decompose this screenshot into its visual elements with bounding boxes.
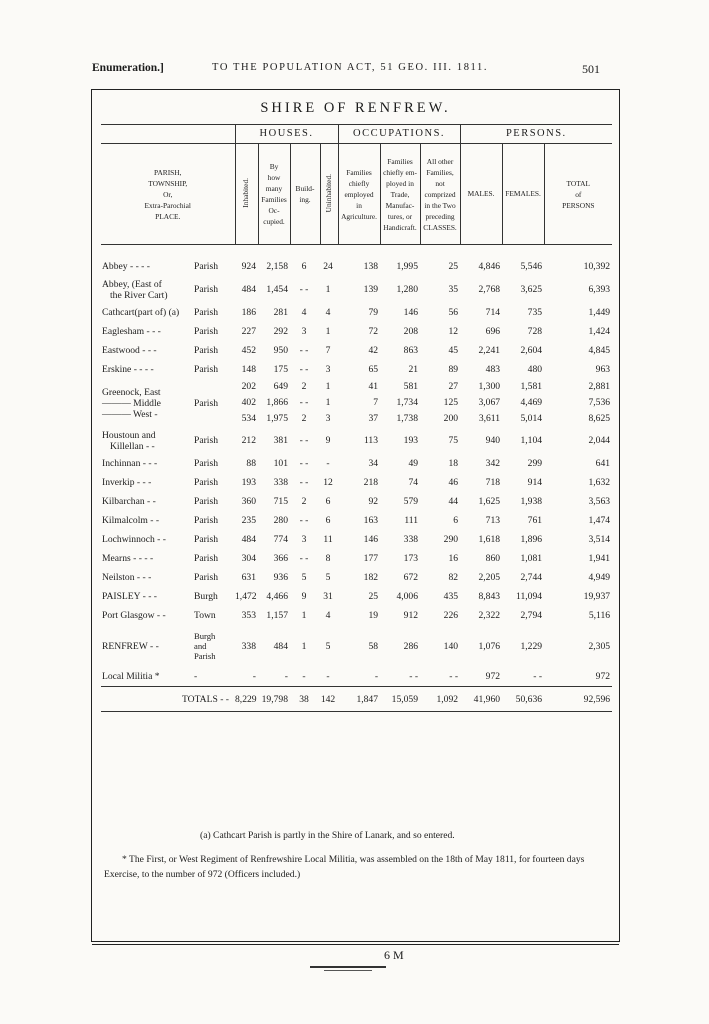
other-cell: 18 bbox=[448, 458, 459, 469]
place-name: Cathcart(part of) (a) bbox=[102, 307, 180, 318]
uninhabited-cell: 4 bbox=[325, 307, 331, 318]
males-cell: 1,300 3,067 3,611 bbox=[478, 381, 501, 424]
uninhabited-cell: 6 bbox=[325, 515, 331, 526]
inhabited-cell: 631 bbox=[241, 572, 256, 583]
trade-cell: 193 bbox=[403, 435, 419, 446]
trade-cell: 173 bbox=[403, 553, 419, 564]
total-cell: 972 bbox=[595, 671, 611, 682]
inhabited-cell: 353 bbox=[241, 610, 256, 621]
footnote-cathcart: (a) Cathcart Parish is partly in the Shire of Lanark, and so entered. bbox=[200, 830, 455, 841]
agriculture-cell: 182 bbox=[363, 572, 379, 583]
families-cell: 338 bbox=[273, 477, 288, 488]
agriculture-cell: 79 bbox=[368, 307, 379, 318]
other-cell: 12 bbox=[448, 326, 459, 337]
uninhabited-cell: 31 bbox=[323, 591, 333, 602]
census-table bbox=[101, 124, 612, 712]
place-type: Parish bbox=[194, 345, 218, 356]
inhabited-cell: 338 bbox=[241, 640, 256, 652]
males-cell: 483 bbox=[485, 364, 501, 375]
agriculture-cell: 92 bbox=[368, 496, 379, 507]
uninhabited-cell: 24 bbox=[323, 261, 333, 272]
building-cell: - - bbox=[299, 458, 309, 469]
females-cell: 735 bbox=[527, 307, 543, 318]
other-cell: 44 bbox=[448, 496, 459, 507]
place-header-text: PARISH, TOWNSHIP, Or, Extra-Parochial PLACE. bbox=[144, 167, 191, 221]
inhabited-cell: 235 bbox=[241, 515, 256, 526]
agriculture-cell: 146 bbox=[363, 534, 379, 545]
building-cell: 3 bbox=[301, 326, 307, 337]
inhabited-cell: 484 bbox=[241, 534, 256, 545]
building-cell: 1 bbox=[301, 610, 307, 621]
total-cell: 1,941 bbox=[588, 553, 611, 564]
agriculture-cell: 139 bbox=[363, 284, 379, 295]
trade-cell: 581 1,734 1,738 bbox=[396, 381, 419, 424]
females-header: FEMALES. bbox=[502, 144, 544, 245]
end-rule bbox=[310, 966, 386, 968]
other-header: All other Families, not comprized in the Two preceding CLASSES. bbox=[420, 144, 460, 245]
males-cell: 2,322 bbox=[478, 610, 501, 621]
males-cell: 972 bbox=[485, 671, 501, 682]
page-number: 501 bbox=[582, 62, 600, 76]
males-cell: 1,625 bbox=[478, 496, 501, 507]
inhabited-cell: 1,472 bbox=[235, 591, 257, 602]
uninhabited-header: Uninhabited. bbox=[320, 144, 338, 245]
section-label: Enumeration.] bbox=[92, 62, 164, 74]
trade-cell: 1,280 bbox=[396, 284, 419, 295]
males-cell: 718 bbox=[485, 477, 501, 488]
table-frame bbox=[91, 89, 620, 942]
total-building: 38 bbox=[290, 687, 320, 712]
total-cell: 2,881 7,536 8,625 bbox=[588, 381, 611, 424]
total-males: 41,960 bbox=[460, 687, 502, 712]
agriculture-cell: 34 bbox=[368, 458, 379, 469]
building-cell: 3 bbox=[301, 534, 307, 545]
males-cell: 2,205 bbox=[478, 572, 501, 583]
trade-cell: 912 bbox=[403, 610, 419, 621]
females-cell: 5,546 bbox=[520, 261, 543, 272]
building-cell: - - bbox=[299, 477, 309, 488]
group-header-row bbox=[101, 125, 612, 144]
table-row bbox=[101, 322, 612, 341]
total-cell: 2,305 bbox=[588, 640, 611, 652]
total-cell: 4,949 bbox=[588, 572, 611, 583]
totals-label: TOTALS - - bbox=[101, 687, 235, 712]
females-cell: 11,094 bbox=[516, 591, 543, 602]
uninhabited-cell: 1 1 3 bbox=[325, 381, 331, 424]
table-body bbox=[101, 245, 612, 712]
uninhabited-cell: 6 bbox=[325, 496, 331, 507]
running-header bbox=[0, 62, 709, 78]
total-cell: 2,044 bbox=[588, 435, 611, 446]
total-families: 19,798 bbox=[258, 687, 290, 712]
building-cell: 4 bbox=[301, 307, 307, 318]
males-cell: 8,843 bbox=[478, 591, 501, 602]
total-cell: 963 bbox=[595, 364, 611, 375]
other-cell: 290 bbox=[443, 534, 459, 545]
trade-cell: 579 bbox=[403, 496, 419, 507]
agriculture-cell: - bbox=[374, 671, 379, 682]
females-cell: 1,896 bbox=[520, 534, 543, 545]
males-cell: 1,618 bbox=[478, 534, 501, 545]
inhabited-cell: 484 bbox=[241, 284, 256, 295]
building-cell: 1 bbox=[301, 640, 307, 652]
other-cell: 226 bbox=[443, 610, 459, 621]
families-header: By how many Families Oc- cupied. bbox=[258, 144, 290, 245]
trade-cell: 338 bbox=[403, 534, 419, 545]
uninhabited-cell: - bbox=[326, 671, 330, 682]
families-cell: 715 bbox=[273, 496, 288, 507]
occupations-group: OCCUPATIONS. bbox=[338, 125, 460, 144]
uninhabited-cell: 8 bbox=[325, 553, 331, 564]
trade-cell: 111 bbox=[404, 515, 419, 526]
males-cell: 714 bbox=[485, 307, 501, 318]
place-type: Parish bbox=[194, 458, 218, 469]
table-row bbox=[101, 606, 612, 625]
other-cell: 45 bbox=[448, 345, 459, 356]
place-type: - bbox=[194, 671, 198, 682]
place-name: Abbey - - - - bbox=[102, 261, 150, 272]
families-cell: - bbox=[284, 671, 288, 682]
table-row bbox=[101, 667, 612, 687]
females-cell: - - bbox=[533, 671, 543, 682]
other-cell: 35 bbox=[448, 284, 459, 295]
agriculture-cell: 41 7 37 bbox=[368, 381, 379, 424]
signature-mark: 6 M bbox=[384, 948, 404, 962]
inhabited-cell: 186 bbox=[241, 307, 256, 318]
place-type: Parish bbox=[194, 261, 218, 272]
other-cell: 82 bbox=[448, 572, 459, 583]
males-cell: 2,768 bbox=[478, 284, 501, 295]
place-type: Parish bbox=[194, 326, 218, 337]
other-cell: 27 125 200 bbox=[443, 381, 459, 424]
inhabited-header: Inhabited. bbox=[235, 144, 258, 245]
other-cell: 89 bbox=[448, 364, 459, 375]
agriculture-cell: 42 bbox=[368, 345, 379, 356]
uninhabited-cell: 1 bbox=[325, 284, 331, 295]
females-cell: 761 bbox=[527, 515, 543, 526]
table-row bbox=[101, 625, 612, 667]
place-name: Port Glasgow - - bbox=[102, 610, 166, 621]
place-name: Erskine - - - - bbox=[102, 364, 154, 375]
males-cell: 4,846 bbox=[478, 261, 501, 272]
females-cell: 3,625 bbox=[520, 284, 543, 295]
building-cell: 2 - - 2 bbox=[299, 381, 309, 424]
total-header: TOTAL of PERSONS bbox=[544, 144, 612, 245]
families-cell: 1,157 bbox=[266, 610, 288, 621]
place-type: Parish bbox=[194, 572, 218, 583]
inhabited-cell: 148 bbox=[241, 364, 256, 375]
building-cell: - - bbox=[299, 345, 309, 356]
building-cell: - - bbox=[299, 515, 309, 526]
inhabited-cell: 452 bbox=[241, 345, 256, 356]
trade-cell: 21 bbox=[408, 364, 419, 375]
end-rule-short bbox=[324, 970, 372, 971]
families-cell: 281 bbox=[273, 307, 288, 318]
total-total: 92,596 bbox=[544, 687, 612, 712]
other-cell: 46 bbox=[448, 477, 459, 488]
frame-double-rule bbox=[92, 944, 619, 945]
agriculture-cell: 58 bbox=[368, 640, 379, 652]
uninhabited-cell: 9 bbox=[325, 435, 331, 446]
place-name: Eastwood - - - bbox=[102, 345, 157, 356]
uninhabited-cell: 3 bbox=[325, 364, 331, 375]
females-cell: 1,938 bbox=[520, 496, 543, 507]
males-cell: 696 bbox=[485, 326, 501, 337]
males-cell: 940 bbox=[485, 435, 501, 446]
table-row bbox=[101, 587, 612, 606]
uninhabited-cell: - bbox=[326, 458, 330, 469]
place-name: PAISLEY - - - bbox=[102, 591, 157, 602]
families-cell: 936 bbox=[273, 572, 288, 583]
females-cell: 728 bbox=[527, 326, 543, 337]
total-inhabited: 8,229 bbox=[235, 687, 258, 712]
persons-group: PERSONS. bbox=[460, 125, 612, 144]
males-cell: 860 bbox=[485, 553, 501, 564]
other-cell: 56 bbox=[448, 307, 459, 318]
table-row bbox=[101, 276, 612, 303]
females-cell: 480 bbox=[527, 364, 543, 375]
agriculture-cell: 177 bbox=[363, 553, 379, 564]
table-row bbox=[101, 341, 612, 360]
place-name: Local Militia * bbox=[102, 671, 160, 682]
trade-cell: 4,006 bbox=[396, 591, 419, 602]
families-cell: 366 bbox=[273, 553, 288, 564]
table-row bbox=[101, 379, 612, 427]
building-cell: 5 bbox=[301, 572, 307, 583]
families-cell: 649 1,866 1,975 bbox=[266, 381, 288, 424]
place-name: Inchinnan - - - bbox=[102, 458, 158, 469]
trade-cell: 1,995 bbox=[396, 261, 419, 272]
trade-cell: 49 bbox=[408, 458, 419, 469]
shire-title: SHIRE OF RENFREW. bbox=[260, 100, 451, 116]
males-cell: 1,076 bbox=[478, 640, 501, 652]
place-type: Parish bbox=[194, 397, 218, 409]
building-cell: - - bbox=[299, 553, 309, 564]
table-row bbox=[101, 427, 612, 454]
place-type: Burgh and Parish bbox=[194, 631, 216, 661]
trade-cell: 672 bbox=[403, 572, 419, 583]
place-type: Parish bbox=[194, 515, 218, 526]
place-type: Town bbox=[194, 610, 216, 621]
total-cell: 1,424 bbox=[588, 326, 611, 337]
inhabited-cell: 360 bbox=[241, 496, 256, 507]
total-other: 1,092 bbox=[420, 687, 460, 712]
agriculture-cell: 72 bbox=[368, 326, 379, 337]
males-cell: 2,241 bbox=[478, 345, 501, 356]
table-row bbox=[101, 549, 612, 568]
footnote-militia: * The First, or West Regiment of Renfrewshire Local Militia, was assembled on the 18th of May 1811, for fourteen days Exercise, to the number of 972 (Officers included.) bbox=[104, 854, 585, 880]
place-type: Parish bbox=[194, 496, 218, 507]
place-name: Inverkip - - - bbox=[102, 477, 152, 488]
total-uninhabited: 142 bbox=[320, 687, 338, 712]
total-cell: 6,393 bbox=[588, 284, 611, 295]
place-type: Parish bbox=[194, 435, 218, 446]
other-cell: 140 bbox=[443, 640, 459, 652]
families-cell: 175 bbox=[273, 364, 288, 375]
trade-cell: - - bbox=[409, 671, 419, 682]
agriculture-cell: 65 bbox=[368, 364, 379, 375]
total-trade: 15,059 bbox=[380, 687, 420, 712]
inhabited-cell: 924 bbox=[241, 261, 256, 272]
building-cell: 6 bbox=[301, 261, 307, 272]
table-row bbox=[101, 245, 612, 277]
females-cell: 1,581 4,469 5,014 bbox=[520, 381, 543, 424]
inhabited-cell: 202 402 534 bbox=[241, 381, 256, 424]
females-cell: 914 bbox=[527, 477, 543, 488]
houses-group: HOUSES. bbox=[235, 125, 338, 144]
families-cell: 950 bbox=[273, 345, 288, 356]
males-cell: 713 bbox=[485, 515, 501, 526]
totals-row bbox=[101, 687, 612, 712]
place-type: Parish bbox=[194, 307, 218, 318]
table-row bbox=[101, 511, 612, 530]
table-row bbox=[101, 530, 612, 549]
trade-cell: 146 bbox=[403, 307, 419, 318]
table-row bbox=[101, 473, 612, 492]
place-type: Parish bbox=[194, 534, 218, 545]
uninhabited-cell: 5 bbox=[325, 572, 331, 583]
females-cell: 2,794 bbox=[520, 610, 543, 621]
building-cell: - - bbox=[299, 435, 309, 446]
other-cell: 25 bbox=[448, 261, 459, 272]
agriculture-cell: 19 bbox=[368, 610, 379, 621]
agriculture-header: Families chiefly employed in Agriculture. bbox=[338, 144, 380, 245]
uninhabited-cell: 4 bbox=[325, 610, 331, 621]
families-cell: 1,454 bbox=[266, 284, 288, 295]
other-cell: 75 bbox=[448, 435, 459, 446]
place-name: RENFREW - - bbox=[102, 640, 159, 652]
building-cell: - - bbox=[299, 284, 309, 295]
trade-cell: 863 bbox=[403, 345, 419, 356]
total-cell: 3,514 bbox=[588, 534, 611, 545]
building-cell: 9 bbox=[301, 591, 307, 602]
females-cell: 1,104 bbox=[520, 435, 543, 446]
families-cell: 280 bbox=[273, 515, 288, 526]
place-name: Lochwinnoch - - bbox=[102, 534, 166, 545]
total-cell: 5,116 bbox=[588, 610, 611, 621]
females-cell: 2,744 bbox=[520, 572, 543, 583]
uninhabited-cell: 5 bbox=[325, 640, 331, 652]
table-row bbox=[101, 492, 612, 511]
agriculture-cell: 218 bbox=[363, 477, 379, 488]
table-row bbox=[101, 360, 612, 379]
table-row bbox=[101, 454, 612, 473]
header-title: TO THE POPULATION ACT, 51 GEO. III. 1811. bbox=[212, 62, 489, 73]
place-name: Abbey, (East of the River Cart) bbox=[102, 278, 168, 301]
place-type: Parish bbox=[194, 284, 218, 295]
place-name: Kilmalcolm - - bbox=[102, 515, 160, 526]
place-name: Neilston - - - bbox=[102, 572, 152, 583]
families-cell: 4,466 bbox=[266, 591, 288, 602]
place-name: Mearns - - - - bbox=[102, 553, 154, 564]
other-cell: - - bbox=[449, 671, 459, 682]
other-cell: 16 bbox=[448, 553, 459, 564]
total-cell: 19,937 bbox=[583, 591, 611, 602]
total-cell: 3,563 bbox=[588, 496, 611, 507]
total-cell: 1,474 bbox=[588, 515, 611, 526]
place-name: Eaglesham - - - bbox=[102, 326, 161, 337]
place-name: Kilbarchan - - bbox=[102, 496, 156, 507]
uninhabited-cell: 1 bbox=[325, 326, 331, 337]
females-cell: 1,229 bbox=[520, 640, 543, 652]
males-header: MALES. bbox=[460, 144, 502, 245]
families-cell: 774 bbox=[273, 534, 288, 545]
inhabited-cell: 193 bbox=[241, 477, 256, 488]
total-cell: 4,845 bbox=[588, 345, 611, 356]
total-cell: 10,392 bbox=[583, 261, 611, 272]
place-type: Parish bbox=[194, 553, 218, 564]
building-cell: - bbox=[302, 671, 306, 682]
place-name: Houstoun and Killellan - - bbox=[102, 429, 156, 452]
place-type: Parish bbox=[194, 364, 218, 375]
inhabited-cell: 304 bbox=[241, 553, 256, 564]
total-cell: 1,449 bbox=[588, 307, 611, 318]
column-header-row bbox=[101, 144, 612, 245]
families-cell: 2,158 bbox=[266, 261, 288, 272]
other-cell: 435 bbox=[443, 591, 459, 602]
trade-header: Families chiefly em- ployed in Trade, Manufac- tures, or Handicraft. bbox=[380, 144, 420, 245]
table-row bbox=[101, 568, 612, 587]
families-cell: 101 bbox=[273, 458, 288, 469]
agriculture-cell: 25 bbox=[368, 591, 379, 602]
place-type: Parish bbox=[194, 477, 218, 488]
inhabited-cell: - bbox=[252, 671, 256, 682]
inhabited-cell: 227 bbox=[241, 326, 256, 337]
trade-cell: 74 bbox=[408, 477, 419, 488]
males-cell: 342 bbox=[485, 458, 501, 469]
trade-cell: 286 bbox=[403, 640, 419, 652]
uninhabited-cell: 11 bbox=[323, 534, 333, 545]
families-cell: 381 bbox=[273, 435, 288, 446]
building-cell: 2 bbox=[301, 496, 307, 507]
inhabited-cell: 88 bbox=[246, 458, 256, 469]
table-row bbox=[101, 303, 612, 322]
agriculture-cell: 138 bbox=[363, 261, 379, 272]
place-name: Greenock, East ——— Middle ——— West - bbox=[102, 386, 161, 420]
building-cell: - - bbox=[299, 364, 309, 375]
agriculture-cell: 163 bbox=[363, 515, 379, 526]
trade-cell: 208 bbox=[403, 326, 419, 337]
place-header bbox=[101, 144, 235, 245]
agriculture-cell: 113 bbox=[363, 435, 379, 446]
inhabited-cell: 212 bbox=[241, 435, 256, 446]
other-cell: 6 bbox=[453, 515, 459, 526]
families-cell: 484 bbox=[273, 640, 288, 652]
total-cell: 1,632 bbox=[588, 477, 611, 488]
uninhabited-cell: 12 bbox=[323, 477, 333, 488]
females-cell: 2,604 bbox=[520, 345, 543, 356]
females-cell: 299 bbox=[527, 458, 543, 469]
place-type: Burgh bbox=[194, 591, 218, 602]
total-cell: 641 bbox=[595, 458, 611, 469]
total-females: 50,636 bbox=[502, 687, 544, 712]
females-cell: 1,081 bbox=[520, 553, 543, 564]
uninhabited-cell: 7 bbox=[325, 345, 331, 356]
building-header: Build- ing. bbox=[290, 144, 320, 245]
total-agriculture: 1,847 bbox=[338, 687, 380, 712]
families-cell: 292 bbox=[273, 326, 288, 337]
